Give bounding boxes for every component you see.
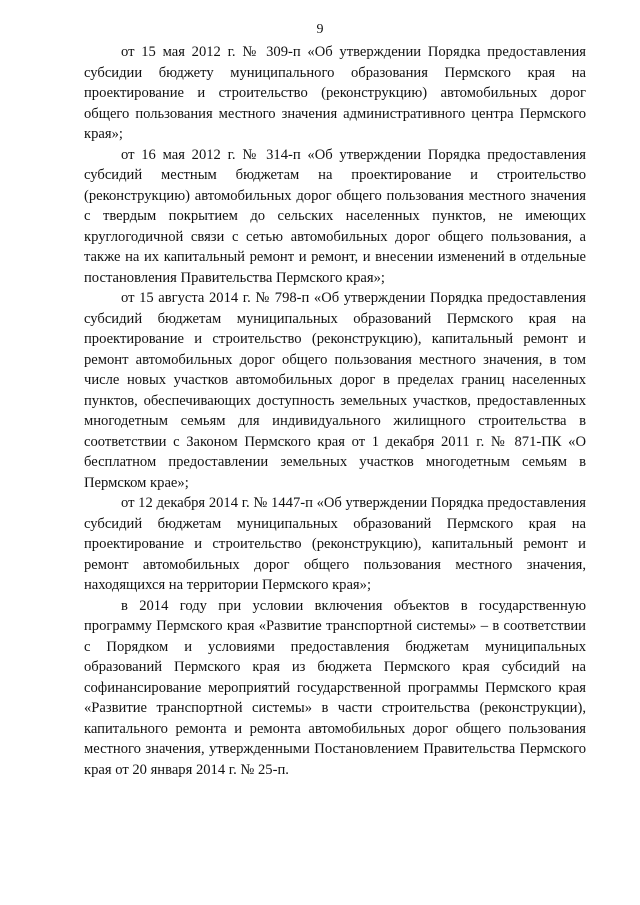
paragraph-resolution-314p: от 16 мая 2012 г. № 314-п «Об утверждении Порядка предоставления субсидий местным бюджетам на проектирование и строительство (реконструкцию) автомобильных дорог общего пользования местного значения с твердым покрытием до сельских населенных пунктов, не имеющих круглогодичной связи с сетью автомобильных дорог общего пользования, а также на их капитальный ремонт и ремонт, и внесении изменений в отдельные постановления Правительства Пермского края»; xyxy=(84,146,586,286)
paragraph-resolution-798p: от 15 августа 2014 г. № 798-п «Об утверждении Порядка предоставления субсидий бюджетам муниципальных образований Пермского края на проектирование и строительство (реконструкцию), капитальный ремонт и ремонт автомобильных дорог общего пользования местного значения, в том числе новых участков автомобильных дорог в пределах границ населенных пунктов, обеспечивающих доступность земельных участков, предоставленных многодетным семьям для индивидуального жилищного строительства в соответствии с Законом Пермского края от 1 декабря 2011 г. № 871-ПК «О бесплатном предоставлении земельных участков многодетным семьям в Пермском крае»; xyxy=(84,290,586,491)
paragraph-resolution-309p: от 15 мая 2012 г. № 309-п «Об утверждении Порядка предоставления субсидии бюджету муниципального образования Пермского края на проектирование и строительство (реконструкцию) автомобильных дорог общего пользования местного значения административного центра Пермского края»; xyxy=(84,44,586,142)
page-number: 9 xyxy=(316,22,324,37)
paragraph-year-2014-conditions: в 2014 году при условии включения объектов в государственную программу Пермского края «Развитие транспортной системы» – в соответствии с Порядком и условиями предоставления бюджетам муниципальных образований Пермского края из бюджета Пермского края субсидий на софинансирование мероприятий государственной программы Пермского края «Развитие транспортной системы» в части строительства (реконструкции), капитального ремонта и ремонта автомобильных дорог общего пользования местного значения, утвержденными Постановлением Правительства Пермского края от 20 января 2014 г. № 25-п. xyxy=(84,597,586,778)
paragraph-resolution-1447p: от 12 декабря 2014 г. № 1447-п «Об утверждении Порядка предоставления субсидий бюджетам муниципальных образований Пермского края на проектирование и строительство (реконструкцию), капитальный ремонт и ремонт автомобильных дорог общего пользования местного значения, находящихся на территории Пермского края»; xyxy=(84,495,586,593)
document-body xyxy=(84,42,586,780)
